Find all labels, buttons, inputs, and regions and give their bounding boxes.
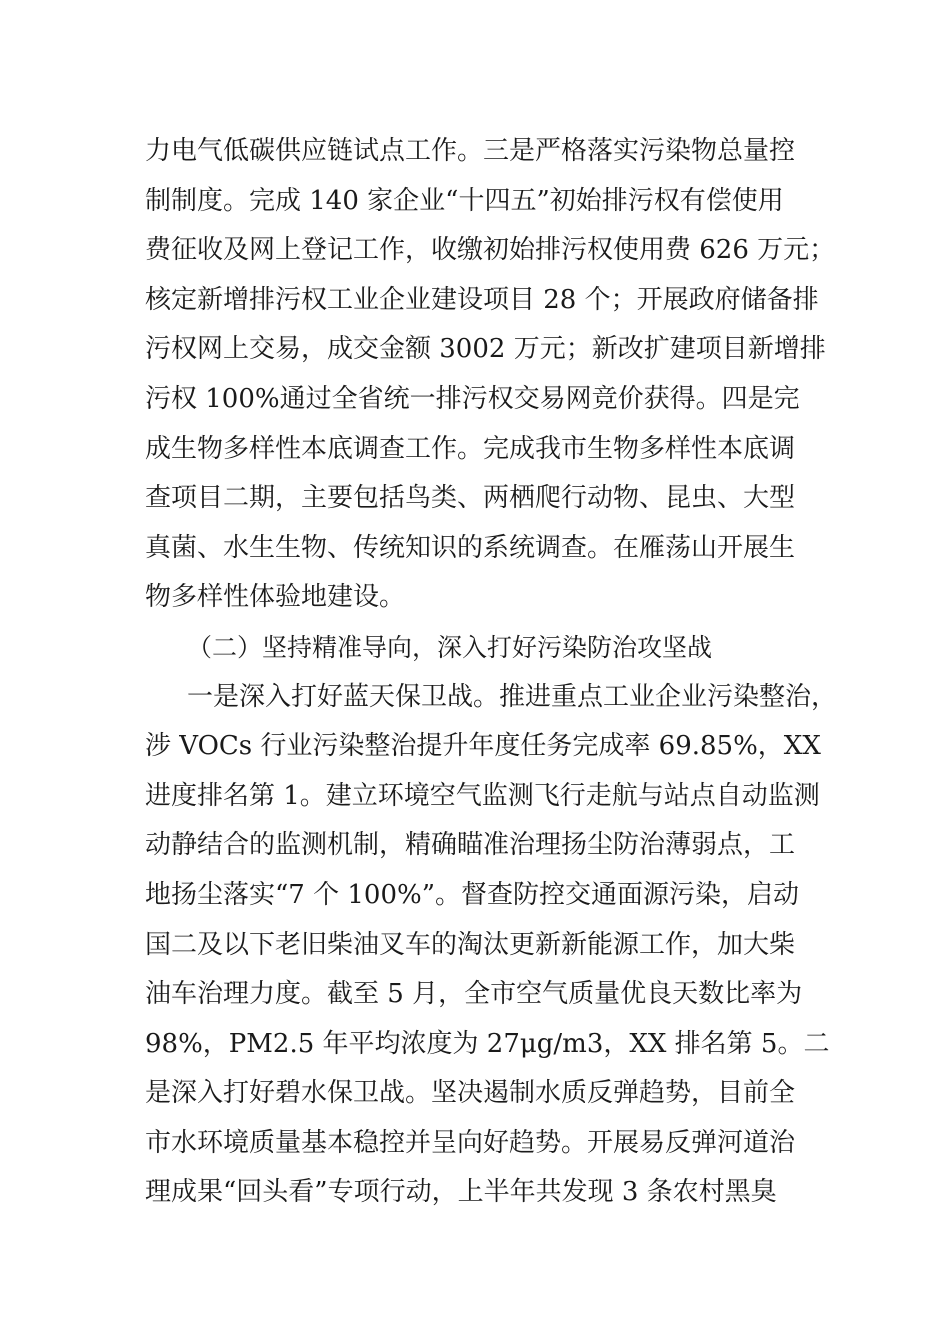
body-line: 地扬尘落实“7 个 100%”。督查防控交通面源污染，启动 [145,879,799,910]
body-line: 市水环境质量基本稳控并呈向好趋势。开展易反弹河道治 [145,1127,796,1158]
body-line: 真菌、水生生物、传统知识的系统调查。在雁荡山开展生 [145,532,796,563]
body-line: 进度排名第 1。建立环境空气监测飞行走航与站点自动监测 [145,780,820,811]
body-line: 成生物多样性本底调查工作。完成我市生物多样性本底调 [145,433,796,464]
section-heading: （二）坚持精准导向，深入打好污染防治攻坚战 [187,632,713,662]
body-line: 动静结合的监测机制，精确瞄准治理扬尘防治薄弱点，工 [145,830,796,861]
body-line: 核定新增排污权工业企业建设项目 28 个；开展政府储备排 [145,284,819,315]
body-line: 费征收及网上登记工作，收缴初始排污权使用费 626 万元； [145,235,836,266]
paragraph-first-line: 一是深入打好蓝天保卫战。推进重点工业企业污染整治， [187,681,838,712]
body-line: 涉 VOCs 行业污染整治提升年度任务完成率 69.85%，XX [145,731,821,762]
body-line: 98%，PM2.5 年平均浓度为 27μg/m3，XX 排名第 5。二 [145,1028,830,1059]
body-line: 理成果“回头看”专项行动，上半年共发现 3 条农村黑臭 [145,1177,777,1208]
body-line: 力电气低碳供应链试点工作。三是严格落实污染物总量控 [145,136,796,166]
body-line: 污权 100%通过全省统一排污权交易网竞价获得。四是完 [145,383,800,414]
body-line: 制制度。完成 140 家企业“十四五”初始排污权有偿使用 [145,185,784,216]
body-line: 油车治理力度。截至 5 月，全市空气质量优良天数比率为 [145,979,803,1010]
document-body [145,127,838,1218]
body-line: 污权网上交易，成交金额 3002 万元；新改扩建项目新增排 [145,334,826,365]
body-line: 国二及以下老旧柴油叉车的淘汰更新新能源工作，加大柴 [145,929,796,960]
body-line: 是深入打好碧水保卫战。坚决遏制水质反弹趋势，目前全 [145,1078,796,1109]
body-line: 物多样性体验地建设。 [145,582,406,613]
body-line: 查项目二期，主要包括鸟类、两栖爬行动物、昆虫、大型 [145,483,796,514]
